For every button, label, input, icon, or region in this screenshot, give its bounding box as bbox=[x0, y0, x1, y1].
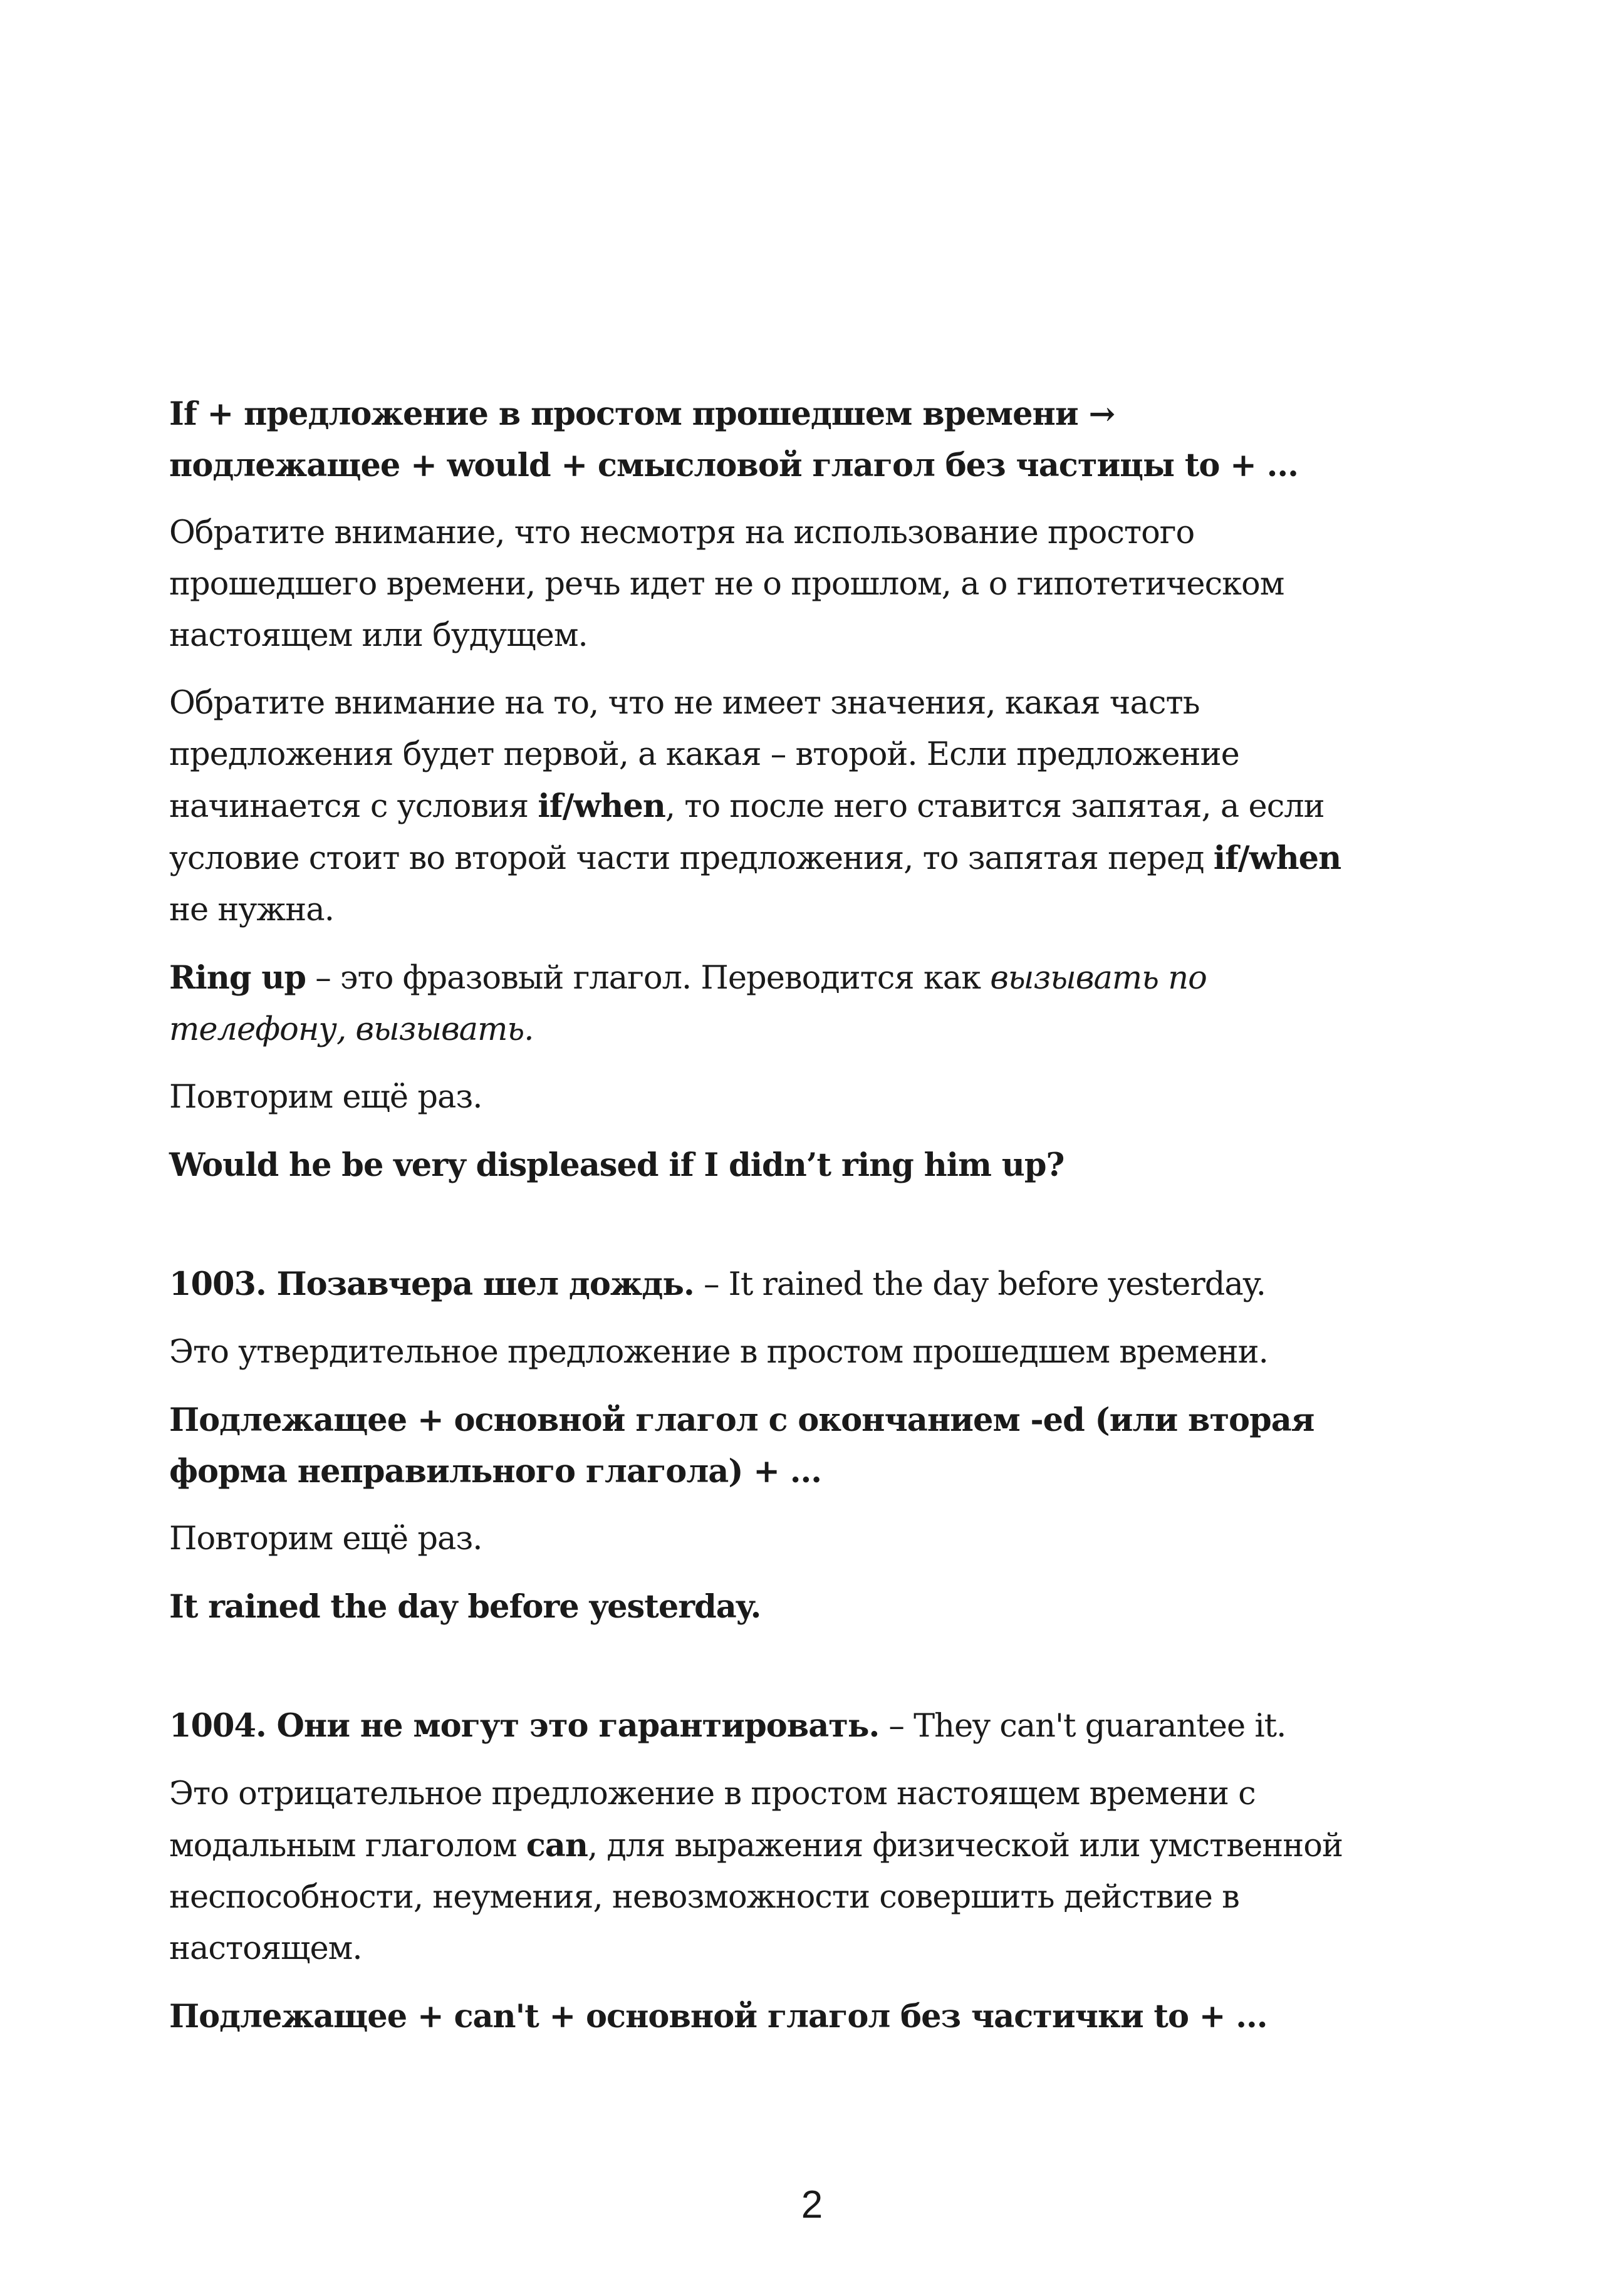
formula-line-2: подлежащее + would + смысловой глагол без частицы to + ... bbox=[169, 447, 1298, 484]
modal-verb-term: can bbox=[526, 1827, 588, 1864]
entry-heading-1004 bbox=[169, 1700, 1378, 1752]
note-clause-order-text-2: , то после него ставится запятая, а если условие стоит во второй части предложения, то запятая перед bbox=[169, 788, 1325, 877]
document-page bbox=[169, 388, 1378, 2059]
entry-formula-1003: Подлежащее + основной глагол с окончанием -ed (или вторая форма неправильного глагола) + ... bbox=[169, 1401, 1314, 1490]
example-sentence: Would he be very displeased if I didn’t ring him up? bbox=[169, 1146, 1064, 1184]
page-number: 2 bbox=[801, 2183, 823, 2226]
note-clause-order-text-3: не нужна. bbox=[169, 891, 334, 928]
formula-if-past bbox=[169, 388, 1378, 491]
entry-heading-1003 bbox=[169, 1259, 1378, 1311]
section-spacer-2 bbox=[169, 1649, 1378, 1700]
note-clause-order bbox=[169, 678, 1378, 936]
note-clause-order-text-1: Обратите внимание на то, что не имеет значения, какая часть предложения будет первой, а какая – второй. Если предложение начинается с условия bbox=[169, 685, 1239, 825]
phrasal-verb-text: – это фразовый глагол. Переводится как bbox=[306, 960, 991, 997]
entry-number-1003: 1003. Позавчера шел дождь. bbox=[169, 1265, 694, 1303]
entry-number-1004: 1004. Они не могут это гарантировать. bbox=[169, 1707, 880, 1745]
if-when-term-1: if/when bbox=[538, 787, 665, 825]
repeat-prompt-1003: Повторим ещё раз. bbox=[169, 1520, 482, 1557]
note-phrasal-verb bbox=[169, 952, 1378, 1056]
entry-formula-1004: Подлежащее + can't + основной глагол без частички to + ... bbox=[169, 1998, 1267, 2035]
entry-description-1004-text-2: , для выражения физической или умственной неспособности, неумения, невозможности совершить действие в настоящем. bbox=[169, 1827, 1343, 1967]
phrasal-verb-term: Ring up bbox=[169, 959, 306, 997]
entry-description-1004 bbox=[169, 1769, 1378, 1975]
repeat-prompt: Повторим ещё раз. bbox=[169, 1079, 482, 1116]
example-sentence-1003: It rained the day before yesterday. bbox=[169, 1588, 761, 1626]
entry-translation-1003: – It rained the day before yesterday. bbox=[694, 1266, 1266, 1303]
phrasal-verb-translation: вызывать по телефону, вызывать. bbox=[169, 960, 1207, 1048]
entry-description-1003: Это утвердительное предложение в простом прошедшем времени. bbox=[169, 1334, 1268, 1371]
entry-description-1004-text-1: Это отрицательное предложение в простом настоящем времени с модальным глаголом bbox=[169, 1775, 1256, 1864]
if-when-term-2: if/when bbox=[1213, 839, 1341, 877]
section-spacer bbox=[169, 1207, 1378, 1259]
entry-translation-1004: – They can't guarantee it. bbox=[879, 1708, 1286, 1745]
note-hypothetical: Обратите внимание, что несмотря на использование простого прошедшего времени, речь идет не о прошлом, а о гипотетическом настоящем или будущем. bbox=[169, 514, 1284, 654]
formula-line-1: If + предложение в простом прошедшем времени → bbox=[169, 395, 1115, 433]
